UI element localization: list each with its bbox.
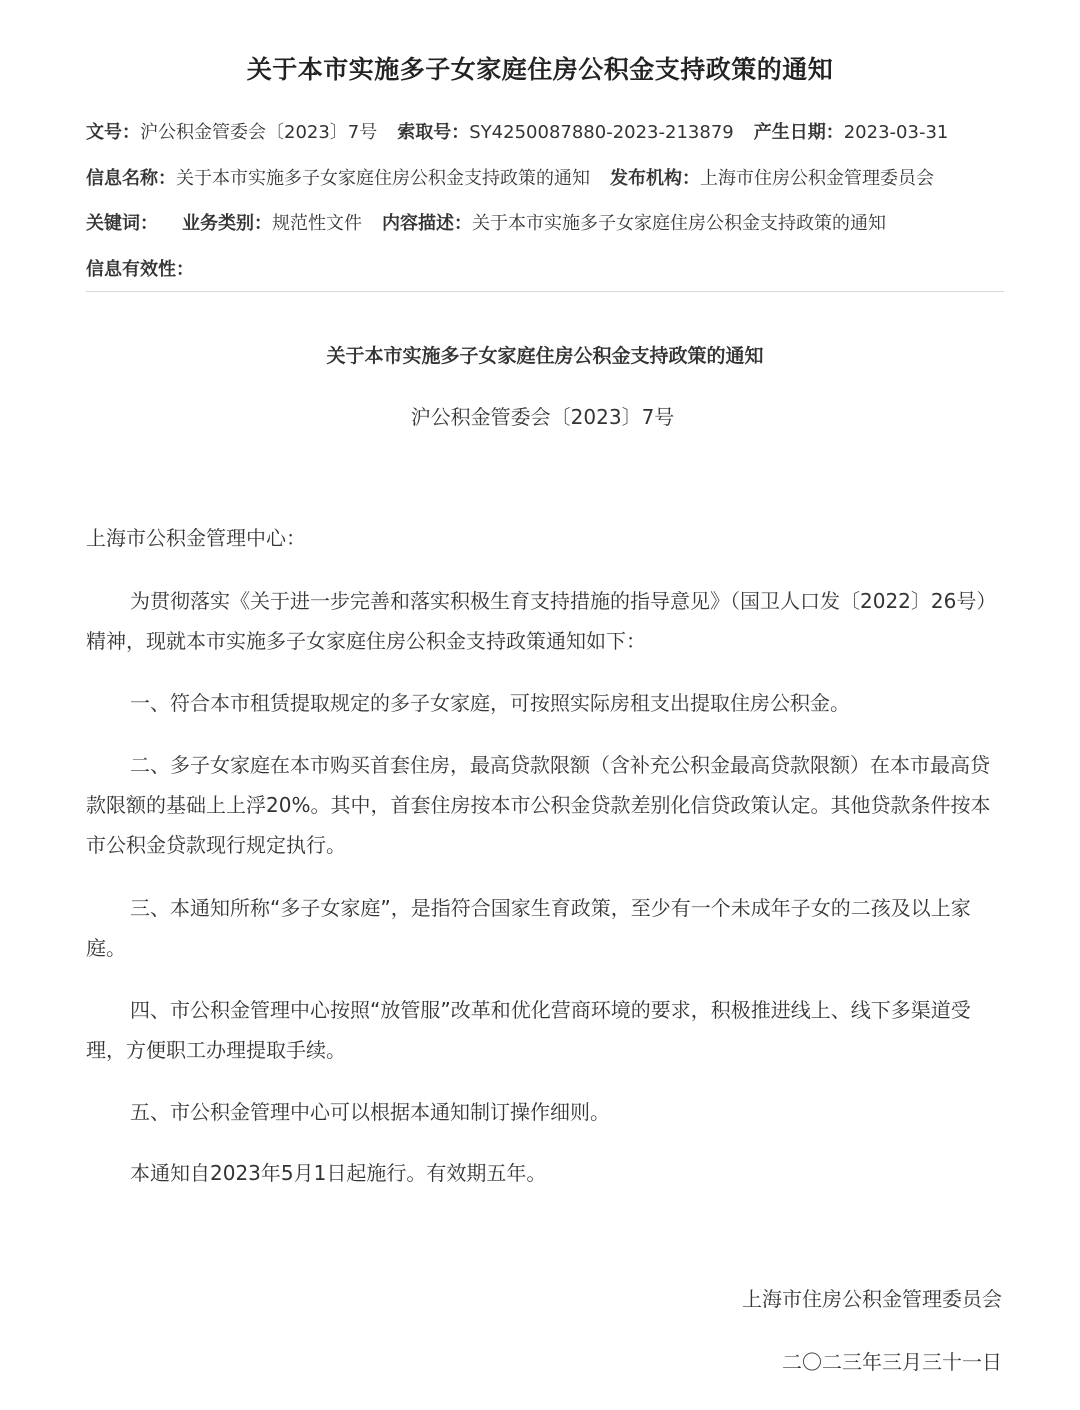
publisher-value: 上海市住房公积金管理委员会: [700, 168, 934, 189]
wenhao-value: 沪公积金管委会〔2023〕7号: [140, 122, 378, 143]
publisher-label: 发布机构：: [610, 168, 700, 189]
validity-label: 信息有效性：: [86, 259, 194, 280]
meta-row-4: [86, 255, 1016, 281]
meta-row-1: [86, 118, 1016, 144]
desc-label: 内容描述：: [382, 213, 472, 234]
document-number: 沪公积金管委会〔2023〕7号: [410, 405, 675, 429]
keywords-label: 关键词：: [86, 213, 158, 234]
item-3: 三、本通知所称“多子女家庭”，是指符合国家生育政策，至少有一个未成年子女的二孩及以上家庭。: [86, 896, 971, 960]
page-title: 关于本市实施多子女家庭住房公积金支持政策的通知: [246, 55, 834, 84]
item-4: 四、市公积金管理中心按照“放管服”改革和优化营商环境的要求，积极推进线上、线下多渠道受理，方便职工办理提取手续。: [86, 998, 971, 1062]
item-2: 二、多子女家庭在本市购买首套住房，最高贷款限额（含补充公积金最高贷款限额）在本市最高贷款限额的基础上上浮20%。其中，首套住房按本市公积金贷款差别化信贷政策认定。其他贷款条件按本市公积金贷款现行规定执行。: [86, 753, 991, 857]
desc-value: 关于本市实施多子女家庭住房公积金支持政策的通知: [472, 213, 886, 234]
signature-date: 二〇二三年三月三十一日: [782, 1350, 1002, 1374]
category-value: 规范性文件: [272, 213, 362, 234]
wenhao-label: 文号：: [86, 122, 140, 143]
suoquhao-value: SY4250087880-2023-213879: [469, 122, 734, 143]
item-1: 一、符合本市租赁提取规定的多子女家庭，可按照实际房租支出提取住房公积金。: [130, 691, 850, 715]
meta-row-3: [86, 209, 1016, 235]
salutation: 上海市公积金管理中心：: [86, 526, 306, 550]
intro-paragraph: 为贯彻落实《关于进一步完善和落实积极生育支持措施的指导意见》（国卫人口发〔2022〕26号）精神，现就本市实施多子女家庭住房公积金支持政策通知如下：: [86, 589, 997, 653]
meta-row-2: [86, 164, 1016, 190]
divider: [86, 291, 1004, 292]
signature-organization: 上海市住房公积金管理委员会: [742, 1287, 1002, 1311]
info-name-label: 信息名称：: [86, 168, 176, 189]
date-value: 2023-03-31: [843, 122, 949, 143]
info-name-value: 关于本市实施多子女家庭住房公积金支持政策的通知: [176, 168, 590, 189]
effective-date: 本通知自2023年5月1日起施行。有效期五年。: [130, 1161, 547, 1185]
date-label: 产生日期：: [753, 122, 844, 143]
item-5: 五、市公积金管理中心可以根据本通知制订操作细则。: [130, 1100, 610, 1124]
document-title: 关于本市实施多子女家庭住房公积金支持政策的通知: [326, 345, 764, 367]
category-label: 业务类别：: [182, 213, 272, 234]
suoquhao-label: 索取号：: [397, 122, 470, 143]
